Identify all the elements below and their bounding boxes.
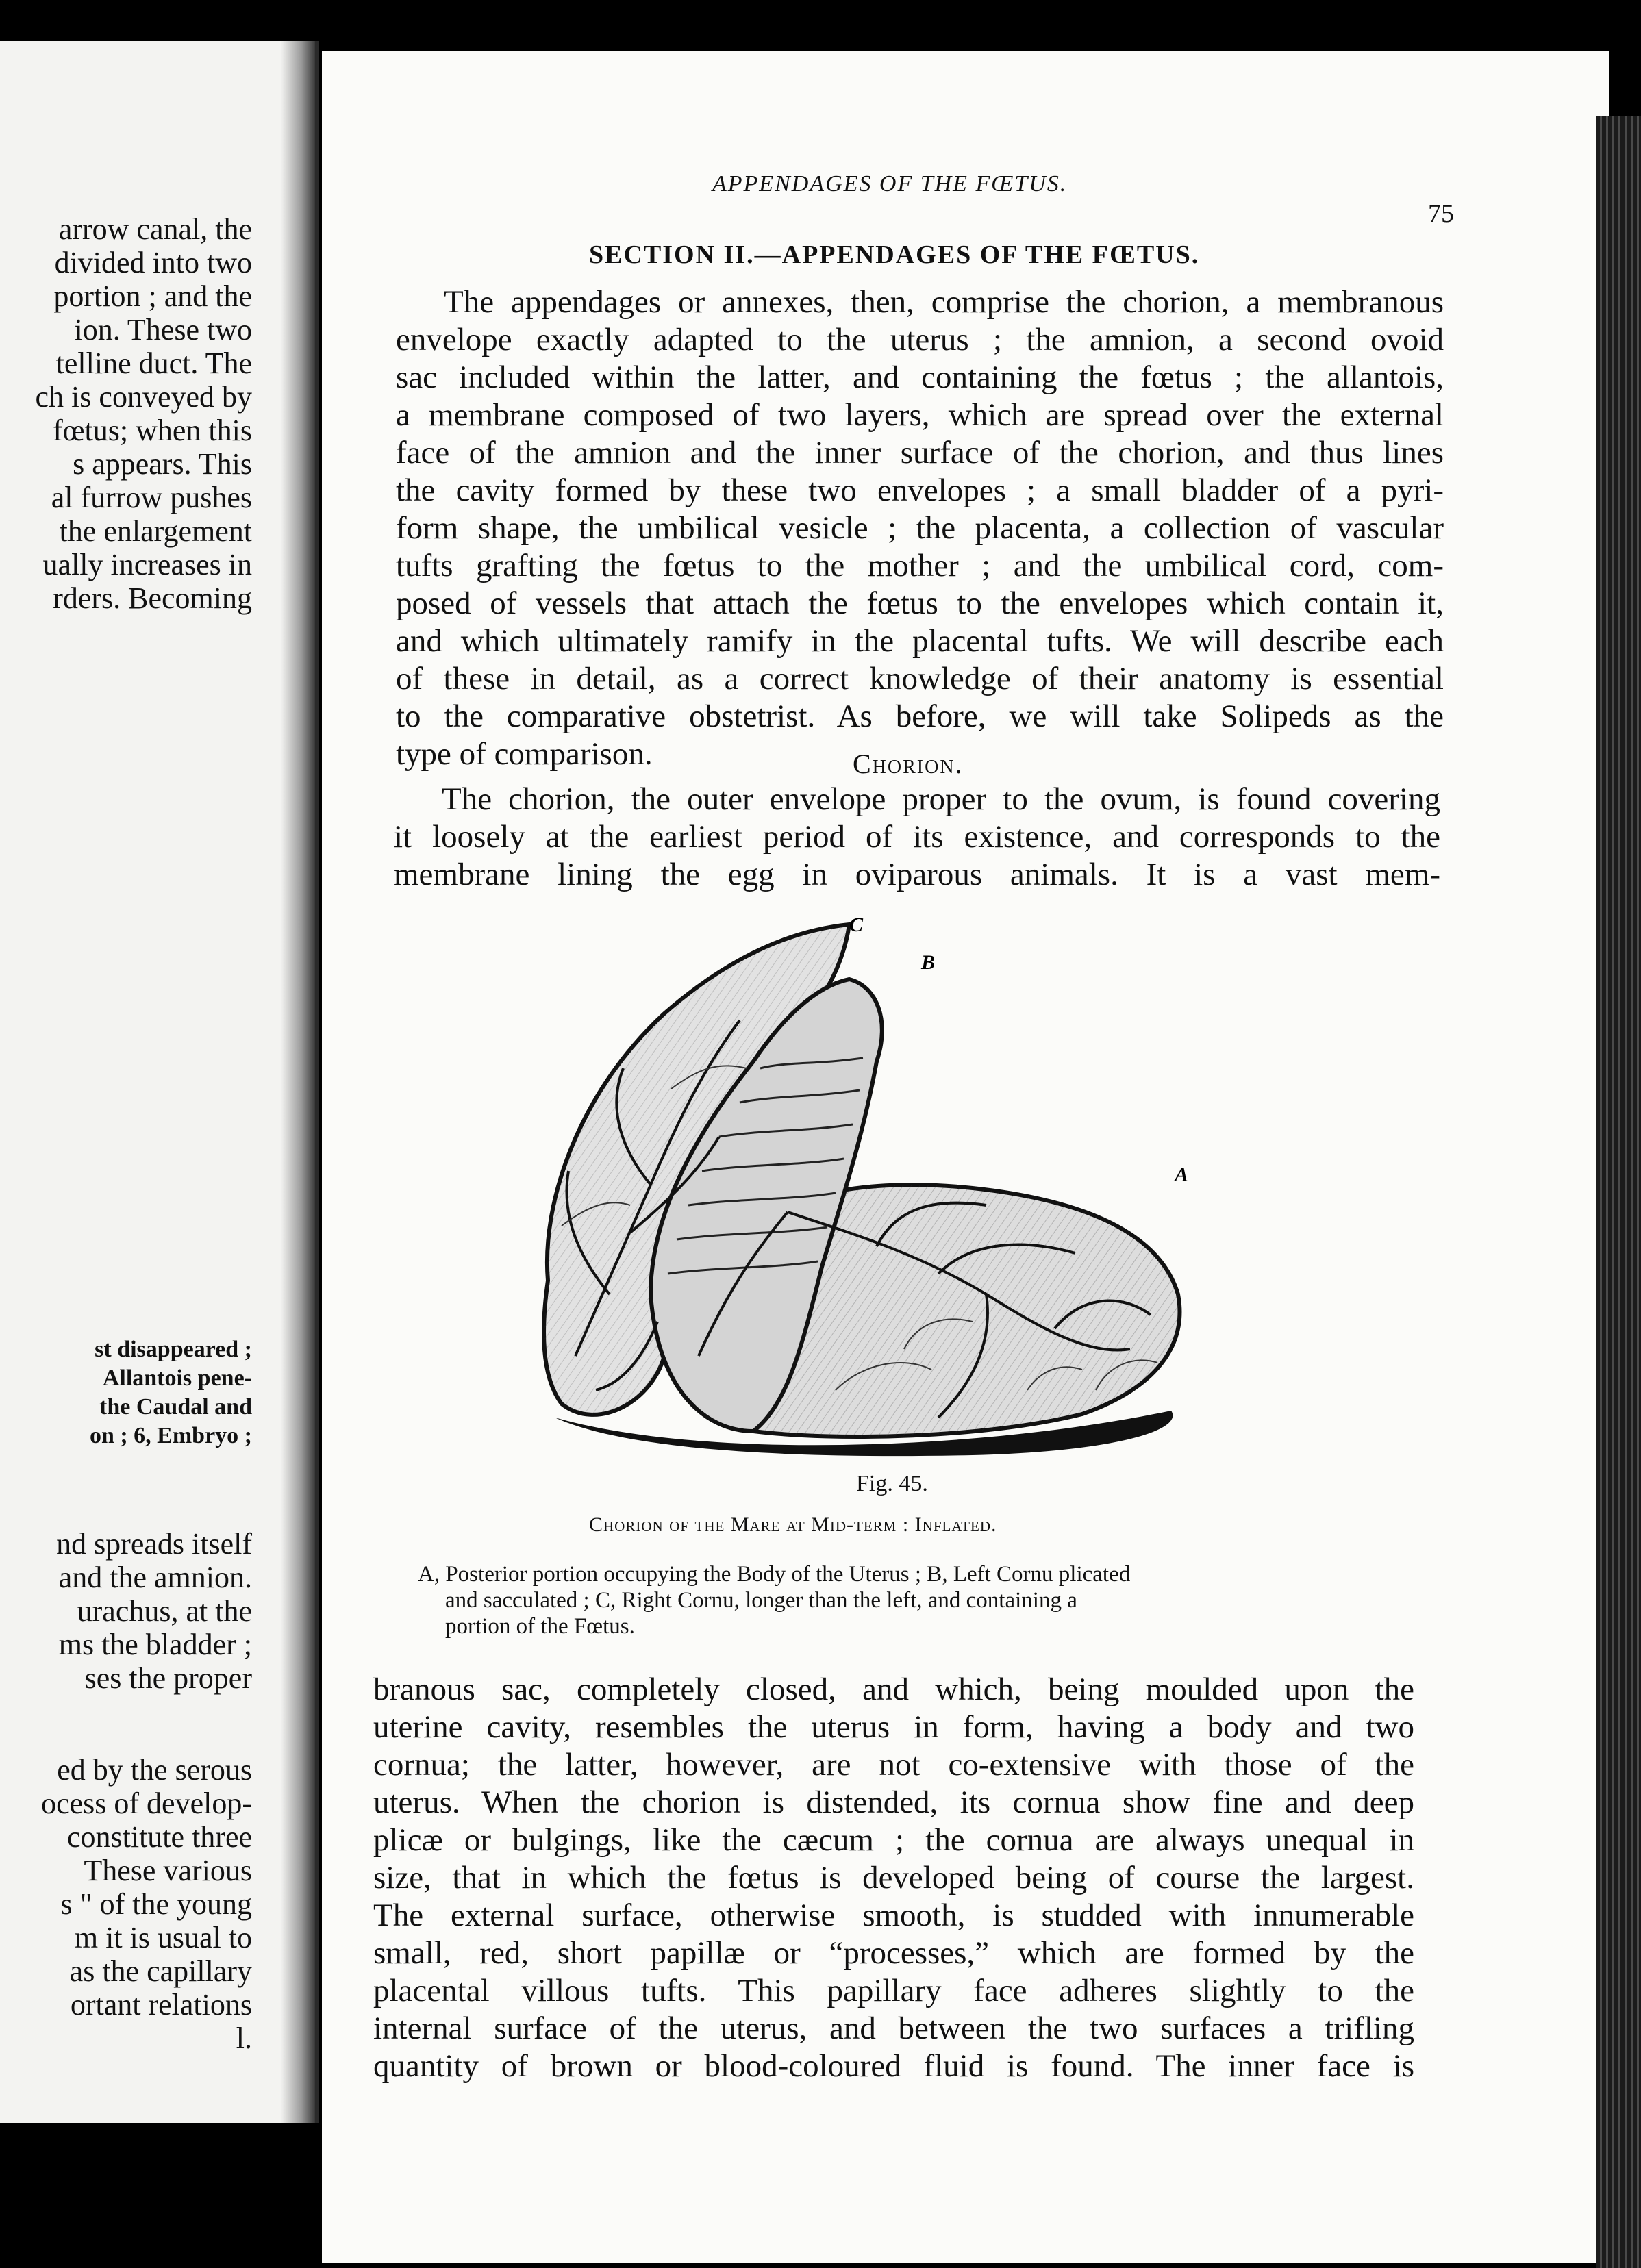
section-title: SECTION II.—APPENDAGES OF THE FŒTUS. (589, 240, 1200, 269)
text-line: it loosely at the earliest period of its existence, and corresponds to the (394, 819, 1440, 855)
left-caption-line: the Caudal and (99, 1394, 252, 1420)
text-line: the cavity formed by these two envelopes ; a small bladder of a pyri- (396, 473, 1444, 508)
left-text-line: These various (84, 1854, 252, 1887)
left-text-line: s " of the young (60, 1887, 252, 1921)
chorion-heading: Chorion. (853, 748, 964, 779)
book-gutter (281, 41, 315, 2123)
text-line: type of comparison. (396, 736, 653, 772)
text-line: branous sac, completely closed, and which, being moulded upon the (373, 1672, 1414, 1707)
left-text-line: ed by the serous (57, 1753, 252, 1787)
label-a: A (1175, 1163, 1189, 1186)
text-line: The chorion, the outer envelope proper to the ovum, is found covering (442, 781, 1440, 817)
text-line: posed of vessels that attach the fœtus to the envelopes which contain it, (396, 585, 1444, 621)
left-text-line: telline duct. The (55, 346, 252, 380)
text-line: tufts grafting the fœtus to the mother ; and the umbilical cord, com- (396, 548, 1444, 583)
left-text-line: the enlargement (59, 514, 252, 548)
text-line: uterus. When the chorion is distended, its cornua show fine and deep (373, 1785, 1414, 1820)
left-text-line: ms the bladder ; (58, 1628, 252, 1661)
left-caption-line: st disappeared ; (95, 1337, 252, 1362)
caption-line: A, Posterior portion occupying the Body of the Uterus ; B, Left Cornu plicated (418, 1562, 1131, 1587)
text-line: plicæ or bulgings, like the cæcum ; the cornua are always unequal in (373, 1822, 1414, 1858)
text-line: placental villous tufts. This papillary face adheres slightly to the (373, 1973, 1414, 2008)
text-line: cornua; the latter, however, are not co-extensive with those of the (373, 1747, 1414, 1782)
text-line: form shape, the umbilical vesicle ; the placenta, a collection of vascular (396, 510, 1444, 546)
label-c: C (849, 914, 864, 936)
text-line: to the comparative obstetrist. As before, we will take Solipeds as the (396, 698, 1444, 734)
chorion-illustration (493, 911, 1322, 1459)
figure-title: Chorion of the Mare at Mid-term : Inflated. (589, 1513, 997, 1536)
running-head: APPENDAGES OF THE FŒTUS. (712, 171, 1068, 197)
text-line: quantity of brown or blood-coloured fluid is found. The inner face is (373, 2048, 1414, 2084)
left-text-line: m it is usual to (74, 1921, 252, 1954)
text-line: face of the amnion and the inner surface of the chorion, and thus lines (396, 435, 1444, 470)
left-caption-line: Allantois pene- (102, 1365, 252, 1391)
text-line: and which ultimately ramify in the placental tufts. We will describe each (396, 623, 1444, 659)
left-text-line: fœtus; when this (53, 414, 252, 447)
intro-paragraph (396, 284, 1444, 773)
text-line: uterine cavity, resembles the uterus in form, having a body and two (373, 1709, 1414, 1745)
left-text-line: ses the proper (84, 1661, 252, 1695)
left-text-line: ortant relations (70, 1988, 252, 2021)
text-line: a membrane composed of two layers, which are spread over the external (396, 397, 1444, 433)
text-line: The appendages or annexes, then, comprise the chorion, a membranous (444, 284, 1444, 320)
text-line: membrane lining the egg in oviparous animals. It is a vast mem- (394, 857, 1440, 892)
closing-paragraph (373, 1671, 1414, 2085)
text-line: internal surface of the uterus, and between the two surfaces a trifling (373, 2011, 1414, 2046)
left-text-line: ion. These two (74, 313, 252, 346)
text-line: of these in detail, as a correct knowledge of their anatomy is essential (396, 661, 1444, 696)
left-text-line: s appears. This (73, 447, 252, 481)
page-number: 75 (1428, 199, 1454, 228)
left-text-line: as the capillary (69, 1954, 252, 1988)
left-text-line: nd spreads itself (56, 1527, 252, 1561)
left-text-line: l. (236, 2021, 252, 2055)
left-text-line: ch is conveyed by (35, 380, 252, 414)
left-text-line: arrow canal, the (58, 212, 252, 246)
left-text-line: ocess of develop- (41, 1787, 252, 1820)
caption-line: and sacculated ; C, Right Cornu, longer than the left, and containing a (445, 1588, 1077, 1613)
figure-caption (418, 1561, 1363, 1639)
caption-line: portion of the Fœtus. (445, 1614, 635, 1639)
left-text-line: rders. Becoming (53, 581, 252, 615)
page-edges (1596, 116, 1641, 2268)
text-line: sac included within the latter, and containing the fœtus ; the allantois, (396, 360, 1444, 395)
left-text-line: constitute three (66, 1820, 252, 1854)
text-line: small, red, short papillæ or “processes,” which are formed by the (373, 1935, 1414, 1971)
left-page (0, 41, 319, 2123)
chorion-paragraph (394, 781, 1440, 894)
figure-label: Fig. 45. (856, 1471, 928, 1496)
text-line: envelope exactly adapted to the uterus ; the amnion, a second ovoid (396, 322, 1444, 357)
text-line: The external surface, otherwise smooth, is studded with innumerable (373, 1898, 1414, 1933)
left-text-line: al furrow pushes (51, 481, 252, 514)
left-text-line: urachus, at the (77, 1594, 252, 1628)
left-text-line: divided into two (54, 246, 252, 279)
left-text-line: ually increases in (42, 548, 252, 581)
text-line: size, that in which the fœtus is developed being of course the largest. (373, 1860, 1414, 1895)
left-text-line: portion ; and the (53, 279, 252, 313)
left-caption-line: on ; 6, Embryo ; (89, 1423, 252, 1448)
label-b: B (921, 951, 936, 974)
left-text-line: and the amnion. (58, 1561, 252, 1594)
